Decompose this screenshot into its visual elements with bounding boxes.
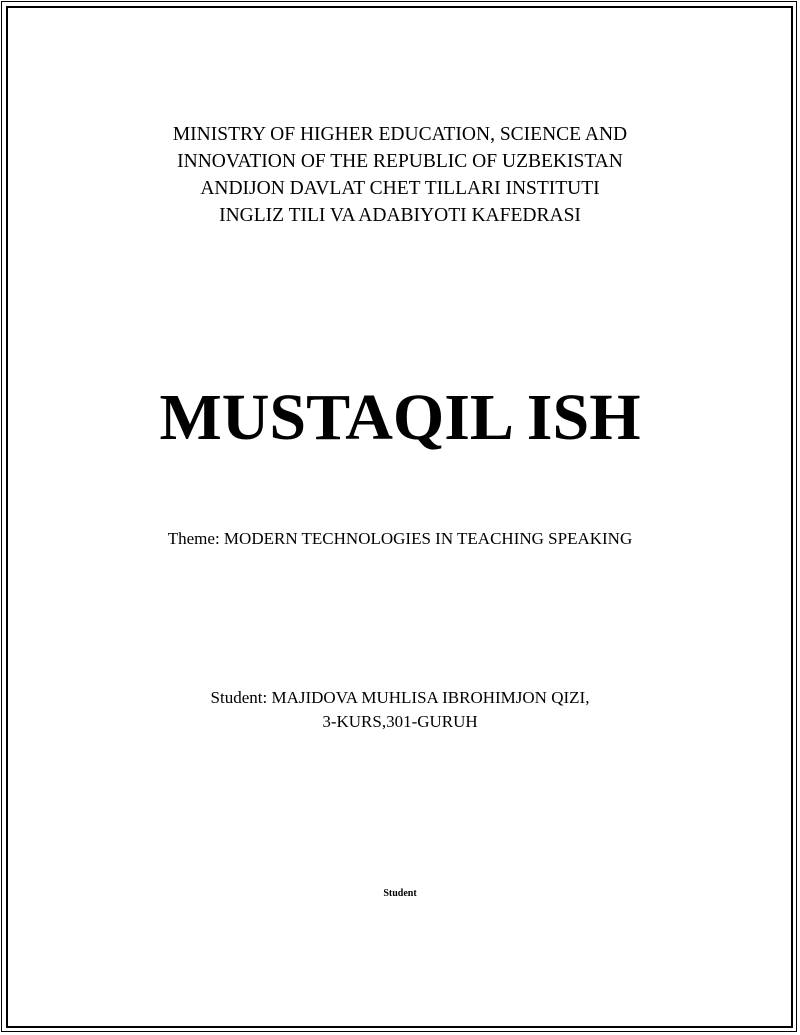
header-line-innovation: INNOVATION OF THE REPUBLIC OF UZBEKISTAN — [177, 151, 623, 172]
document-title: MUSTAQIL ISH — [159, 381, 641, 454]
header-line-department: INGLIZ TILI VA ADABIYOTI KAFEDRASI — [219, 205, 581, 226]
footer-label: Student — [383, 888, 417, 899]
institution-header — [0, 121, 800, 229]
student-info — [0, 686, 800, 734]
student-course-group: 3-KURS,301-GURUH — [322, 712, 478, 731]
header-line-institute: ANDIJON DAVLAT CHET TILLARI INSTITUTI — [200, 178, 600, 199]
student-name: Student: MAJIDOVA MUHLISA IBROHIMJON QIZI, — [210, 688, 590, 707]
theme-line: Theme: MODERN TECHNOLOGIES IN TEACHING SPEAKING — [167, 529, 633, 548]
header-line-ministry: MINISTRY OF HIGHER EDUCATION, SCIENCE AND — [172, 124, 628, 145]
